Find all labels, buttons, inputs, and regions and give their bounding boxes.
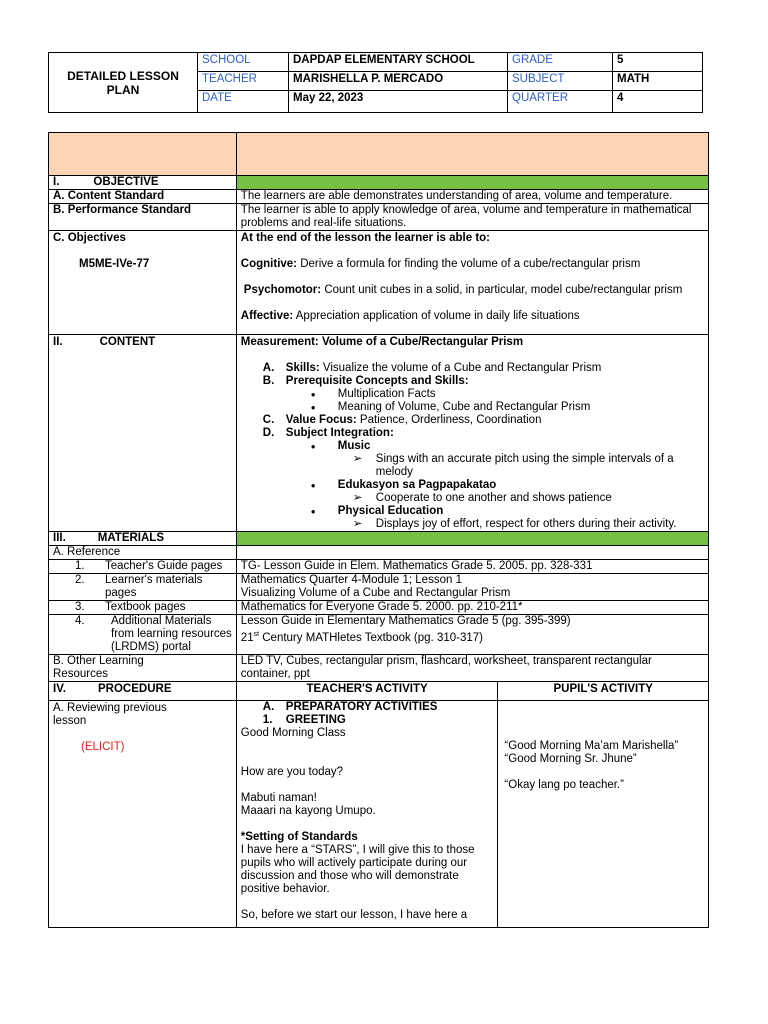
prerequisite-label: Prerequisite Concepts and Skills: <box>285 375 469 387</box>
teacher-value: MARISHELLA P. MERCADO <box>289 72 508 91</box>
bullet-icon: ● <box>310 390 316 399</box>
arrow-icon: ➢ <box>352 453 363 465</box>
setting-standards: *Setting of Standards <box>240 831 358 843</box>
objective-section-row <box>49 176 709 190</box>
other-resources-label: B. Other Learning Resources <box>49 655 237 682</box>
content-num: II. <box>53 336 63 348</box>
pupil-line-3: “Okay lang po teacher.” <box>504 779 624 791</box>
material-1-text: Teacher's Guide pages <box>105 560 223 572</box>
material-4-line-1: Lesson Guide in Elementary Mathematics Grade 5 (pg. 395-399) <box>240 615 571 627</box>
grade-value: 5 <box>613 53 703 72</box>
objective-title: OBJECTIVE <box>93 176 159 188</box>
lesson-plan-title: DETAILED LESSON PLAN <box>49 53 198 113</box>
reference-label: A. Reference <box>49 546 237 560</box>
psychomotor-objective <box>241 284 704 297</box>
bullet-icon: ● <box>310 507 316 516</box>
pupil-line-2: “Good Morning Sr. Jhune” <box>504 753 637 765</box>
value-focus-text: Patience, Orderliness, Coordination <box>356 414 542 426</box>
skills-item <box>241 362 704 375</box>
materials-green-bar <box>236 532 708 546</box>
skills-marker: A. <box>262 362 275 374</box>
material-2-line-1: Mathematics Quarter 4-Module 1; Lesson 1 <box>240 574 462 586</box>
school-label: SCHOOL <box>198 53 289 72</box>
pupil-line-1: “Good Morning Ma’am Marishella” <box>504 740 679 752</box>
objectives-intro: At the end of the lesson the learner is able to: <box>240 232 491 244</box>
content-title: CONTENT <box>99 336 156 348</box>
music-description: Sings with an accurate pitch using the simple intervals of a melody <box>375 453 674 478</box>
greeting-text: GREETING <box>285 714 346 726</box>
greeting-heading <box>241 714 494 727</box>
affective-label: Affective: <box>240 310 294 322</box>
content-standard-text: The learners are able demonstrates understanding of area, volume and temperature. <box>236 190 708 204</box>
greeting-marker: 1. <box>262 714 273 726</box>
procedure-title: PROCEDURE <box>98 683 172 695</box>
material-4-line-2-pre: 21 <box>240 631 254 644</box>
objective-code: M5ME-IVe-77 <box>79 258 150 270</box>
material-1-num: 1. <box>75 560 85 572</box>
objective-green-bar <box>236 176 708 190</box>
content-standard-label: A. Content Standard <box>49 190 237 204</box>
prerequisite-bullet-2 <box>241 401 704 414</box>
material-1-label <box>49 560 237 574</box>
performance-standard-label: B. Performance Standard <box>49 204 237 231</box>
teacher-line-2: How are you today? <box>240 766 344 778</box>
objectives-label: C. Objectives <box>53 232 126 244</box>
reference-empty <box>236 546 708 560</box>
materials-num: III. <box>53 532 66 544</box>
date-value: May 22, 2023 <box>289 91 508 113</box>
grade-label: GRADE <box>508 53 613 72</box>
esp-description: Cooperate to one another and shows patience <box>375 492 612 504</box>
teacher-line-1: Good Morning Class <box>240 727 346 739</box>
quarter-label: QUARTER <box>508 91 613 113</box>
objective-heading <box>49 176 237 190</box>
material-3-value: Mathematics for Everyone Grade 5. 2000. pp. 210-211* <box>236 601 708 615</box>
pe-label: Physical Education <box>337 505 444 517</box>
prerequisite-marker: B. <box>262 375 275 387</box>
pe-arrow-item <box>241 518 704 531</box>
materials-title: MATERIALS <box>97 532 165 544</box>
teacher-activity-cell <box>236 701 498 928</box>
quarter-value: 4 <box>613 91 703 113</box>
reviewing-lesson-label: A. Reviewing previous lesson <box>53 702 167 727</box>
cognitive-text: Derive a formula for finding the volume of a cube/rectangular prism <box>297 258 641 270</box>
material-4-value <box>236 615 708 655</box>
prerequisite-item <box>241 375 704 388</box>
cognitive-objective <box>241 258 704 271</box>
teacher-line-5: I have here a “STARS”, I will give this to those pupils who will actively participate during our discussion and those who will demonstrate positive behavior. <box>240 844 475 895</box>
bullet-icon: ● <box>310 442 316 451</box>
bullet-icon: ● <box>310 403 316 412</box>
subject-integration-marker: D. <box>262 427 275 439</box>
affective-text: Appreciation application of volume in daily life situations <box>293 310 580 322</box>
pupil-activity-header: PUPIL'S ACTIVITY <box>498 682 709 701</box>
objectives-text-cell <box>236 231 708 335</box>
psychomotor-label: Psychomotor: <box>243 284 322 296</box>
music-bullet <box>241 440 704 453</box>
teacher-label: TEACHER <box>198 72 289 91</box>
content-heading <box>49 335 237 532</box>
material-4-label <box>49 615 237 655</box>
lesson-plan-table <box>48 132 709 928</box>
psychomotor-text: Count unit cubes in a solid, in particular, model cube/rectangular prism <box>321 284 683 296</box>
esp-label: Edukasyon sa Pagpapakatao <box>337 479 497 491</box>
material-4-num: 4. <box>75 615 85 627</box>
preparatory-marker: A. <box>262 701 275 713</box>
header-cell-left <box>49 133 237 176</box>
procedure-num: IV. <box>53 683 67 695</box>
preparatory-text: PREPARATORY ACTIVITIES <box>285 701 438 713</box>
bullet-text: Multiplication Facts <box>337 388 436 400</box>
subject-label: SUBJECT <box>508 72 613 91</box>
material-4-line-2 <box>241 628 704 645</box>
music-label: Music <box>337 440 371 452</box>
header-table <box>48 52 703 113</box>
arrow-icon: ➢ <box>352 492 363 504</box>
subject-value: MATH <box>613 72 703 91</box>
teacher-activity-header: TEACHER'S ACTIVITY <box>236 682 498 701</box>
material-2-text: Learner's materials pages <box>105 574 203 599</box>
school-value: DAPDAP ELEMENTARY SCHOOL <box>289 53 508 72</box>
teacher-line-3: Mabuti naman! <box>240 792 317 804</box>
material-3-num: 3. <box>75 601 85 613</box>
music-arrow-item <box>241 453 704 479</box>
performance-standard-text: The learner is able to apply knowledge of area, volume and temperature in mathematical problems and real-life situations. <box>236 204 708 231</box>
material-2-num: 2. <box>75 574 85 586</box>
material-4-line-2-post: Century MATHletes Textbook (pg. 310-317) <box>259 631 483 644</box>
material-2-line-2: Visualizing Volume of a Cube and Rectangular Prism <box>240 587 511 599</box>
procedure-heading <box>49 682 237 701</box>
pupil-activity-cell <box>498 701 709 928</box>
objectives-label-cell <box>49 231 237 335</box>
material-3-text: Textbook pages <box>105 601 186 613</box>
skills-label: Skills: <box>285 362 320 374</box>
material-3-label <box>49 601 237 615</box>
content-topic: Measurement: Volume of a Cube/Rectangular Prism <box>240 336 524 348</box>
elicit-label: (ELICIT) <box>81 741 125 753</box>
material-4-text: Additional Materials from learning resources (LRDMS) portal <box>111 615 232 653</box>
value-focus-label: Value Focus: <box>285 414 357 426</box>
objective-num: I. <box>53 176 60 188</box>
bullet-icon: ● <box>310 481 316 490</box>
prerequisite-bullet-1 <box>241 388 704 401</box>
bullet-text: Meaning of Volume, Cube and Rectangular Prism <box>337 401 591 413</box>
subject-integration-item <box>241 427 704 440</box>
material-1-value: TG- Lesson Guide in Elem. Mathematics Grade 5. 2005. pp. 328-331 <box>236 560 708 574</box>
material-4-line-2-sup: st <box>253 631 260 638</box>
cognitive-label: Cognitive: <box>240 258 298 270</box>
material-2-label <box>49 574 237 601</box>
pe-description: Displays joy of effort, respect for others during their activity. <box>375 518 677 530</box>
value-focus-marker: C. <box>262 414 275 426</box>
value-focus-item <box>241 414 704 427</box>
esp-arrow-item <box>241 492 704 505</box>
material-2-value <box>236 574 708 601</box>
materials-heading <box>49 532 237 546</box>
skills-text: Visualize the volume of a Cube and Rectangular Prism <box>319 362 602 374</box>
preparatory-heading <box>241 701 494 714</box>
procedure-step-cell <box>49 701 237 928</box>
other-resources-value: LED TV, Cubes, rectangular prism, flashcard, worksheet, transparent rectangular container, ppt <box>236 655 708 682</box>
date-label: DATE <box>198 91 289 113</box>
arrow-icon: ➢ <box>352 518 363 530</box>
content-body <box>236 335 708 532</box>
affective-objective <box>241 310 704 323</box>
esp-bullet <box>241 479 704 492</box>
pe-bullet <box>241 505 704 518</box>
header-cell-right <box>236 133 708 176</box>
teacher-line-6: So, before we start our lesson, I have here a <box>240 909 468 921</box>
subject-integration-label: Subject Integration: <box>285 427 394 439</box>
teacher-line-4: Maaari na kayong Umupo. <box>240 805 376 817</box>
